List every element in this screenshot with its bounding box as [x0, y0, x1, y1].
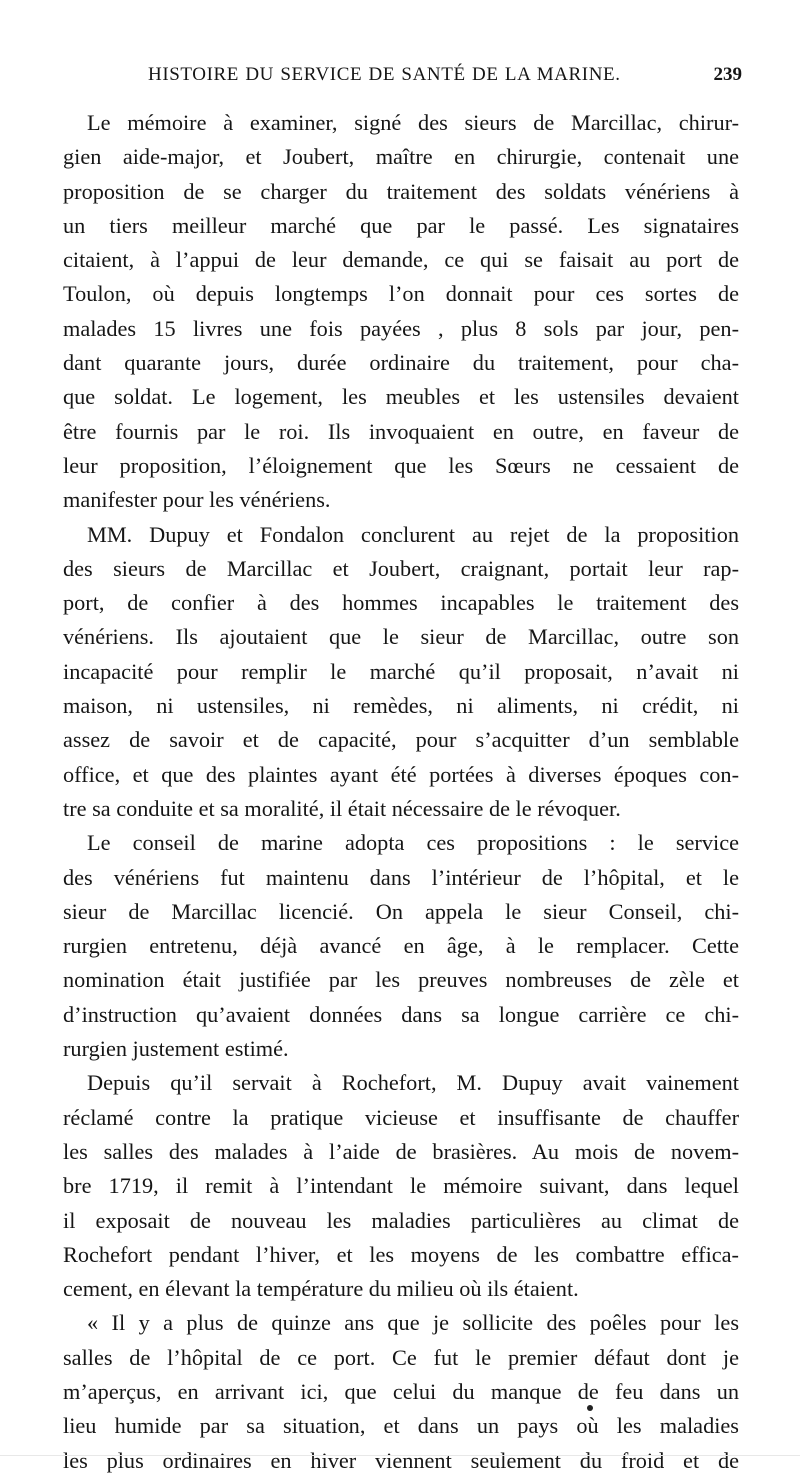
text-line: « Il y a plus de quinze ans que je sollicite des poêles pour les — [87, 1310, 739, 1336]
paragraph — [63, 518, 739, 827]
text-line: manifester pour les vénériens. — [63, 487, 331, 513]
text-line: port, de confier à des hommes incapables le traitement des — [63, 590, 739, 616]
running-header — [62, 64, 742, 94]
text-line: des sieurs de Marcillac et Joubert, craignant, portait leur rap- — [63, 555, 739, 581]
text-line: rurgien justement estimé. — [63, 1036, 289, 1062]
text-line: salles de l’hôpital de ce port. Ce fut le premier défaut dont je — [63, 1344, 739, 1370]
text-line: il exposait de nouveau les maladies particulières au climat de — [63, 1207, 739, 1233]
page-number: 239 — [713, 64, 742, 85]
text-line: Toulon, où depuis longtemps l’on donnait pour ces sortes de — [63, 281, 739, 307]
text-line: dant quarante jours, durée ordinaire du traitement, pour cha- — [63, 350, 739, 376]
text-line: les plus ordinaires en hiver viennent seulement du froid et de — [63, 1447, 739, 1473]
page-edge — [0, 1455, 800, 1456]
paragraph — [63, 1066, 739, 1306]
text-line: Le conseil de marine adopta ces propositions : le service — [87, 830, 739, 856]
text-line: leur proposition, l’éloignement que les Sœurs ne cessaient de — [63, 452, 739, 478]
text-line: maison, ni ustensiles, ni remèdes, ni aliments, ni crédit, ni — [63, 693, 739, 719]
text-line: malades 15 livres une fois payées , plus 8 sols par jour, pen- — [63, 315, 739, 341]
text-line: office, et que des plaintes ayant été portées à diverses époques con- — [63, 761, 739, 787]
text-line: gien aide-major, et Joubert, maître en chirurgie, contenait une — [63, 144, 739, 170]
text-line: des vénériens fut maintenu dans l’intérieur de l’hôpital, et le — [63, 864, 739, 890]
text-line: vénériens. Ils ajoutaient que le sieur de Marcillac, outre son — [63, 624, 739, 650]
text-line: m’aperçus, en arrivant ici, que celui du manque de feu dans un — [63, 1378, 739, 1404]
text-line: proposition de se charger du traitement des soldats vénériens à — [63, 178, 739, 204]
text-line: MM. Dupuy et Fondalon conclurent au rejet de la proposition — [87, 521, 739, 547]
text-line: Depuis qu’il servait à Rochefort, M. Dupuy avait vainement — [87, 1070, 739, 1096]
paragraph — [63, 826, 739, 1066]
text-line: rurgien entretenu, déjà avancé en âge, à le remplacer. Cette — [63, 933, 739, 959]
text-line: les salles des malades à l’aide de brasières. Au mois de novem- — [63, 1138, 739, 1164]
text-line: citaient, à l’appui de leur demande, ce qui se faisait au port de — [63, 247, 739, 273]
text-line: cement, en élevant la température du milieu où ils étaient. — [63, 1276, 579, 1302]
text-line: un tiers meilleur marché que par le passé. Les signataires — [63, 212, 739, 238]
text-line: sieur de Marcillac licencié. On appela le sieur Conseil, chi- — [63, 898, 739, 924]
text-line: réclamé contre la pratique vicieuse et insuffisante de chauffer — [63, 1104, 739, 1130]
text-line: incapacité pour remplir le marché qu’il proposait, n’avait ni — [63, 658, 739, 684]
paragraph — [63, 106, 739, 518]
print-speck — [587, 1405, 593, 1411]
body-text — [63, 106, 739, 1478]
text-line: tre sa conduite et sa moralité, il était nécessaire de le révoquer. — [63, 795, 621, 821]
text-line: nomination était justifiée par les preuves nombreuses de zèle et — [63, 967, 739, 993]
paragraph — [63, 1306, 739, 1477]
text-line: bre 1719, il remit à l’intendant le mémoire suivant, dans lequel — [63, 1173, 739, 1199]
running-title: HISTOIRE DU SERVICE DE SANTÉ DE LA MARINE. — [148, 64, 621, 85]
text-line: Rochefort pendant l’hiver, et les moyens de les combattre effica- — [63, 1241, 739, 1267]
text-line: assez de savoir et de capacité, pour s’acquitter d’un semblable — [63, 727, 739, 753]
text-line: que soldat. Le logement, les meubles et les ustensiles devaient — [63, 384, 739, 410]
text-line: d’instruction qu’avaient données dans sa longue carrière ce chi- — [63, 1001, 739, 1027]
text-line: lieu humide par sa situation, et dans un pays où les maladies — [63, 1413, 739, 1439]
text-line: être fournis par le roi. Ils invoquaient en outre, en faveur de — [63, 418, 739, 444]
text-line: Le mémoire à examiner, signé des sieurs de Marcillac, chirur- — [87, 110, 739, 135]
